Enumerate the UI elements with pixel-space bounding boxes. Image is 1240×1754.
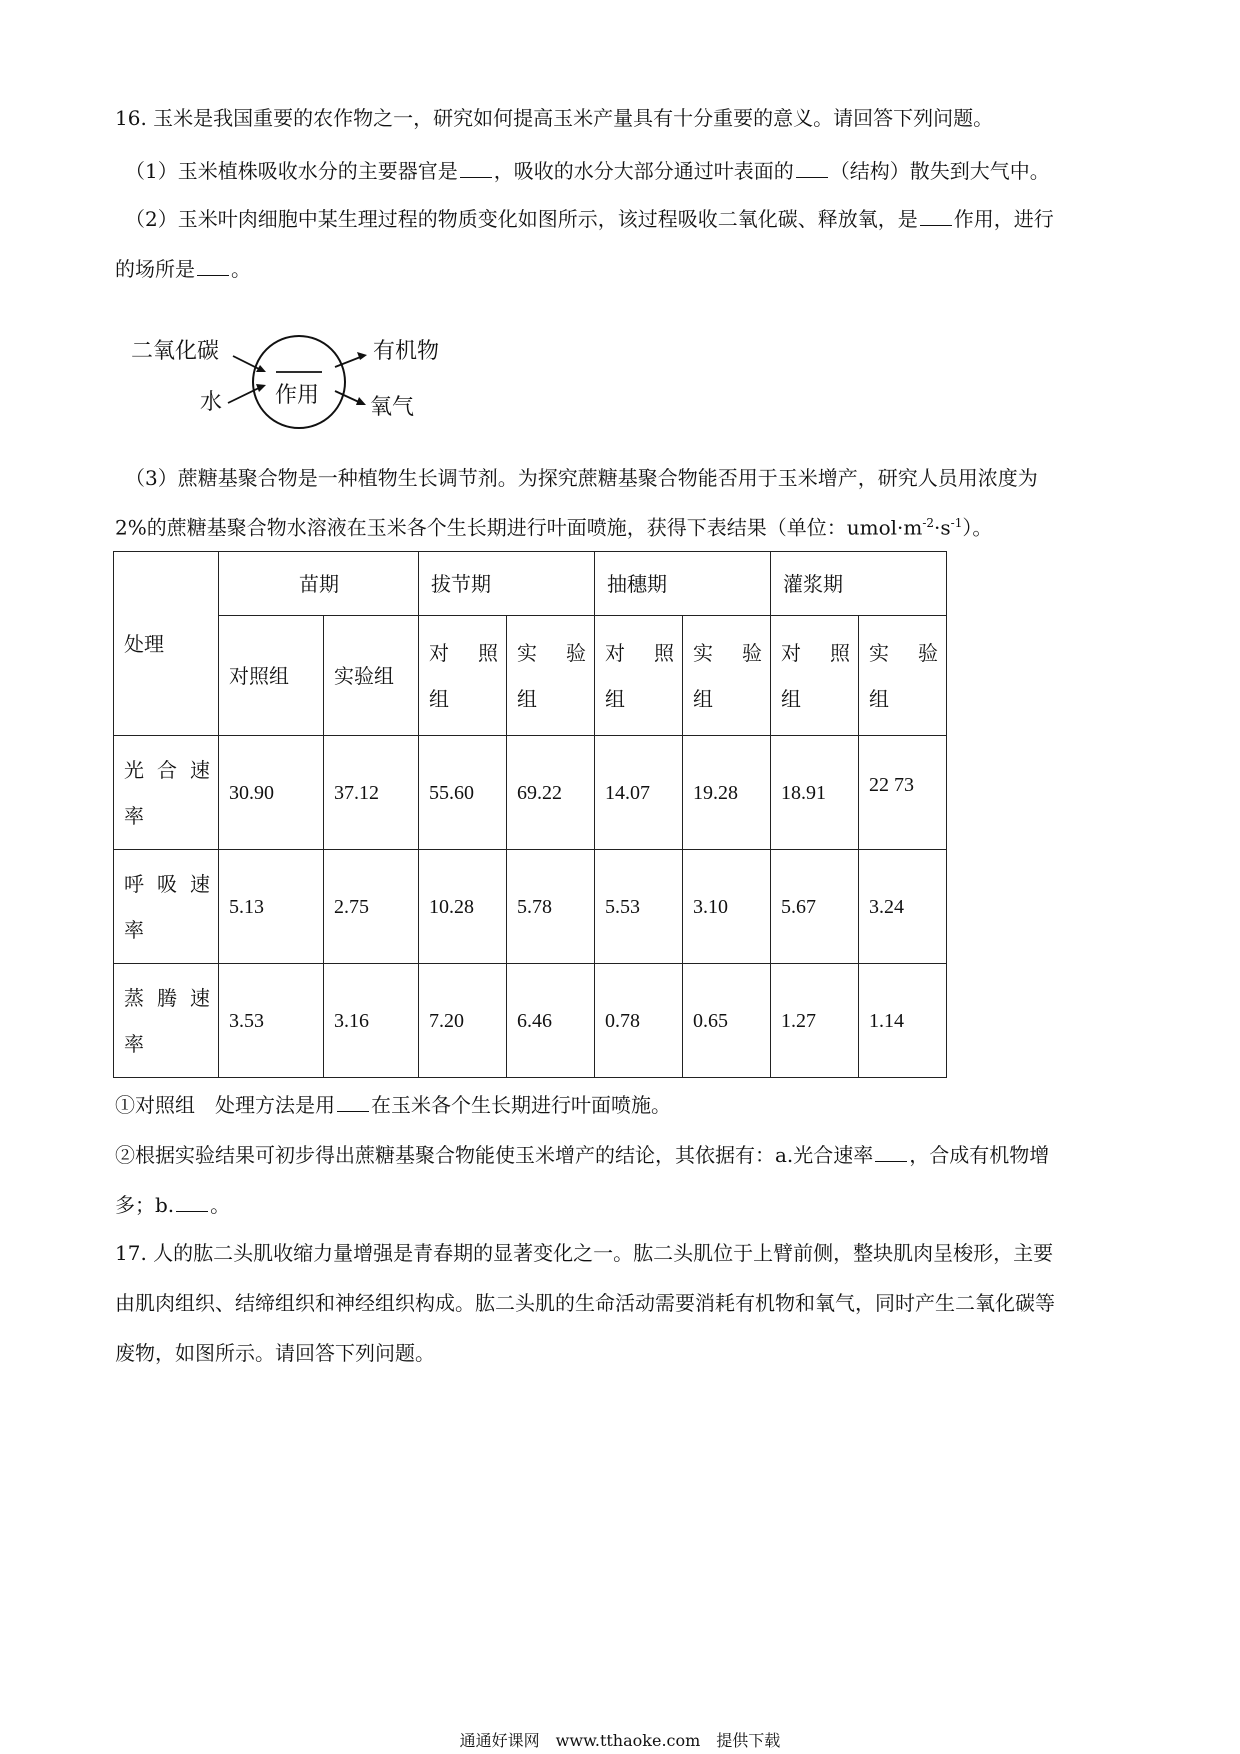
table-cell: [507, 964, 595, 1078]
row-label: [114, 964, 219, 1078]
table-cell: [859, 736, 947, 850]
q16-part2-text-a: （2）玉米叶肉细胞中某生理过程的物质变化如图所示，该过程吸收二氧化碳、释放氧，是: [125, 207, 918, 231]
q16-item2-text-c: 多；b.: [115, 1193, 175, 1217]
split-char: 实: [517, 640, 537, 665]
q16-part2-text-d: 。: [231, 257, 251, 281]
q16-part1-text-c: （结构）散失到大气中。: [829, 159, 1050, 183]
cell-value: 5.53: [605, 896, 640, 918]
arrowhead-water: [256, 384, 266, 392]
q16-part2-text-b: 作用，进行: [953, 207, 1054, 231]
table-cell: [595, 850, 683, 964]
table-cell: [507, 736, 595, 850]
split-char: 照: [478, 640, 498, 665]
answer-blank[interactable]: [920, 207, 952, 226]
q16-item2-text-a: ②根据实验结果可初步得出蔗糖基聚合物能使玉米增产的结论，其依据有：a.光合速率: [115, 1143, 874, 1167]
q16-part2-cont: [115, 257, 251, 279]
table-cell: [595, 964, 683, 1078]
split-char: 组: [429, 686, 449, 711]
unit-sup-2: -1: [950, 516, 963, 530]
q16-part3-b: [115, 517, 992, 538]
col-experiment-split: [507, 616, 595, 736]
period-filling: 灌浆期: [771, 552, 947, 616]
cell-value: 0.65: [693, 1010, 728, 1032]
col-control-split: [419, 616, 507, 736]
diagram-input-water: 水: [200, 390, 223, 415]
cell-value: 5.67: [781, 896, 816, 918]
row-label-char: 光: [124, 757, 144, 782]
split-char: 照: [830, 640, 850, 665]
col-control-split: [595, 616, 683, 736]
table-cell: [771, 964, 859, 1078]
table-body: [114, 736, 947, 1078]
split-char: 对: [429, 640, 449, 665]
cell-value: 3.16: [334, 1010, 369, 1032]
q16-item2: [115, 1143, 1049, 1165]
unit-end: ）。: [962, 515, 993, 540]
split-char: 实: [693, 640, 713, 665]
split-char: 照: [654, 640, 674, 665]
table-corner: 处理: [114, 552, 219, 736]
row-label-char: 吸: [157, 871, 177, 896]
cell-value: 6.46: [517, 1010, 552, 1032]
answer-blank[interactable]: [197, 257, 229, 276]
q17-line2: 由肌肉组织、结缔组织和神经组织构成。肱二头肌的生命活动需要消耗有机物和氧气，同时产生二氧化碳等: [115, 1291, 1055, 1315]
period-heading: 抽穗期: [595, 552, 771, 616]
split-char: 组: [605, 686, 625, 711]
row-label-char: 腾: [157, 985, 177, 1010]
diagram-output-oxygen: 氧气: [370, 395, 415, 420]
split-char: 对: [605, 640, 625, 665]
table-cell: [683, 964, 771, 1078]
cell-value: 1.14: [869, 1010, 904, 1032]
page-footer: 通通好课网 www.tthaoke.com 提供下载: [459, 1731, 781, 1750]
row-label: [114, 850, 219, 964]
cell-value: 3.24: [869, 896, 904, 918]
split-char: 验: [566, 640, 586, 665]
row-label-char: 蒸: [124, 985, 144, 1010]
q16-part3-text: 2%的蔗糖基聚合物水溶液在玉米各个生长期进行叶面喷施，获得下表结果（单位：umol·m: [115, 515, 923, 540]
row-label-char: 速: [190, 757, 210, 782]
unit-mid: ·s: [934, 515, 951, 540]
table-cell: [219, 736, 324, 850]
process-circle: [253, 336, 345, 428]
row-label: [114, 736, 219, 850]
table-cell: [771, 850, 859, 964]
arrow-oxygen: [335, 391, 361, 403]
diagram-center-label: 作用: [275, 383, 320, 408]
split-char: 验: [742, 640, 762, 665]
answer-blank[interactable]: [875, 1143, 907, 1162]
q16-intro: 16. 玉米是我国重要的农作物之一，研究如何提高玉米产量具有十分重要的意义。请回答下列问题。: [115, 106, 994, 130]
q16-item2-text-d: 。: [210, 1193, 231, 1217]
cell-value: 0.78: [605, 1010, 640, 1032]
q16-item1: [115, 1093, 671, 1115]
cell-value: 5.13: [229, 896, 264, 918]
row-label-char: 呼: [124, 871, 144, 896]
answer-blank[interactable]: [796, 159, 828, 178]
table-cell: [419, 736, 507, 850]
table-row: [114, 736, 947, 850]
answer-blank[interactable]: [460, 159, 492, 178]
cell-value: 22 73: [869, 774, 914, 796]
cell-value: 18.91: [781, 782, 826, 804]
table-row: [114, 850, 947, 964]
row-label-char: 速: [190, 871, 210, 896]
diagram-output-organic: 有机物: [373, 339, 440, 364]
table-cell: [595, 736, 683, 850]
col-control: 对照组: [219, 616, 324, 736]
table-cell: [324, 736, 419, 850]
q16-item2-text-b: ，合成有机物增: [909, 1143, 1050, 1167]
q16-part1-text-b: ，吸收的水分大部分通过叶表面的: [493, 159, 794, 183]
col-experiment: 实验组: [324, 616, 419, 736]
cell-value: 19.28: [693, 782, 738, 804]
process-diagram: [125, 325, 455, 435]
cell-value: 7.20: [429, 1010, 464, 1032]
q16-item1-text-b: 在玉米各个生长期进行叶面喷施。: [371, 1093, 671, 1117]
split-char: 组: [869, 686, 889, 711]
cell-value: 2.75: [334, 896, 369, 918]
cell-value: 3.53: [229, 1010, 264, 1032]
split-char: 组: [693, 686, 713, 711]
table-row: [114, 964, 947, 1078]
table-cell: [324, 850, 419, 964]
period-seedling: 苗期: [219, 552, 419, 616]
q16-part1-text-a: （1）玉米植株吸收水分的主要器官是: [125, 159, 458, 183]
table-cell: [219, 850, 324, 964]
split-char: 对: [781, 640, 801, 665]
cell-value: 14.07: [605, 782, 650, 804]
split-char: 组: [517, 686, 537, 711]
answer-blank[interactable]: [176, 1193, 208, 1212]
table-cell: [683, 736, 771, 850]
cell-value: 5.78: [517, 896, 552, 918]
table-cell: [771, 736, 859, 850]
table-cell: [219, 964, 324, 1078]
q17-line3: 废物，如图所示。请回答下列问题。: [115, 1341, 435, 1365]
table-cell: [859, 850, 947, 964]
q16-part1: [125, 159, 1050, 181]
cell-value: 55.60: [429, 782, 474, 804]
table-cell: [859, 964, 947, 1078]
arrowhead-organic: [357, 352, 367, 360]
split-char: 实: [869, 640, 889, 665]
table-cell: [419, 850, 507, 964]
col-experiment-split: [859, 616, 947, 736]
q16-part2-text-c: 的场所是: [115, 257, 195, 281]
split-char: 组: [781, 686, 801, 711]
q16-item1-text-a: ①对照组 处理方法是用: [115, 1093, 335, 1117]
results-table: [113, 551, 947, 1078]
split-char: 验: [918, 640, 938, 665]
unit-sup-1: -2: [922, 516, 935, 530]
cell-value: 3.10: [693, 896, 728, 918]
table-cell: [683, 850, 771, 964]
row-label-char: 合: [157, 757, 177, 782]
arrowhead-oxygen: [356, 397, 366, 405]
row-label-char: 率: [124, 1031, 144, 1056]
q16-item2-cont: [115, 1193, 230, 1215]
diagram-input-co2: 二氧化碳: [131, 339, 220, 364]
cell-value: 37.12: [334, 782, 379, 804]
period-jointing: 拔节期: [419, 552, 595, 616]
cell-value: 10.28: [429, 896, 474, 918]
answer-blank[interactable]: [337, 1093, 369, 1112]
table-subheader-row: [114, 616, 947, 736]
table-header-row: [114, 552, 947, 616]
q16-part3-a: （3）蔗糖基聚合物是一种植物生长调节剂。为探究蔗糖基聚合物能否用于玉米增产，研究人员用浓度为: [125, 466, 1038, 490]
table-cell: [419, 964, 507, 1078]
q17-line1: 17. 人的肱二头肌收缩力量增强是青春期的显著变化之一。肱二头肌位于上臂前侧，整块肌肉呈梭形，主要: [115, 1241, 1054, 1265]
table-cell: [324, 964, 419, 1078]
cell-value: 30.90: [229, 782, 274, 804]
cell-value: 69.22: [517, 782, 562, 804]
row-label-char: 率: [124, 917, 144, 942]
cell-value: 1.27: [781, 1010, 816, 1032]
row-label-char: 速: [190, 985, 210, 1010]
table-cell: [507, 850, 595, 964]
col-experiment-split: [683, 616, 771, 736]
col-control-split: [771, 616, 859, 736]
row-label-char: 率: [124, 803, 144, 828]
q16-part2: [125, 207, 1054, 229]
